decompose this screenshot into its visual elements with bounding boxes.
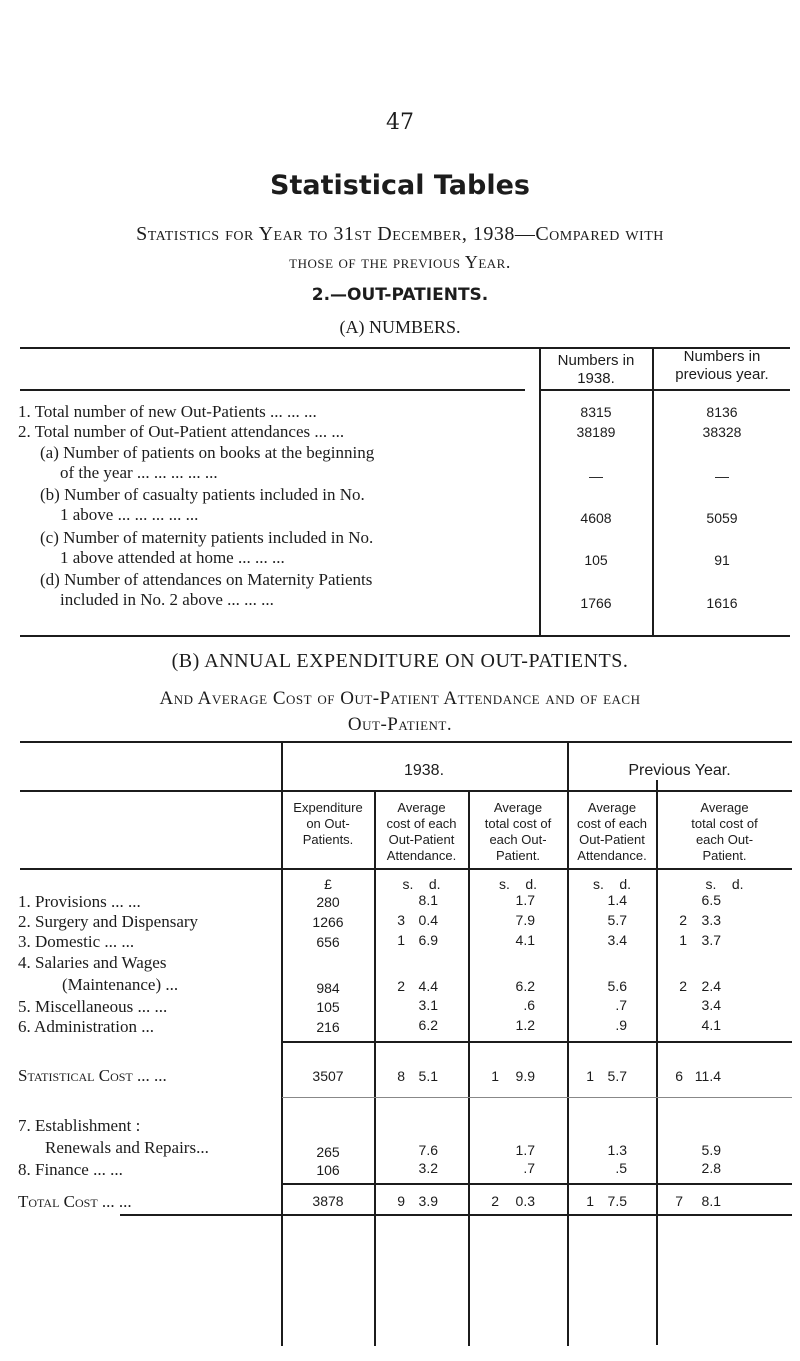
table-a-row-c-1938: 105 — [584, 552, 608, 568]
table-row-patt-d: .9 — [615, 1017, 627, 1033]
table-row-patt-d: .7 — [615, 997, 627, 1013]
establishment-patt-d: 1.3 — [607, 1142, 627, 1158]
section-b-subtitle-1: And Average Cost of Out-Patient Attendance and of each — [159, 688, 641, 709]
establishment-tot-d: 1.7 — [515, 1142, 535, 1158]
table-a-row-d-prev: 1616 — [706, 595, 738, 611]
unit-sd-patt: s. d. — [592, 876, 632, 892]
section-b-title: (B) ANNUAL EXPENDITURE ON OUT-PATIENTS. — [171, 650, 629, 672]
table-row-ptot-d: 6.5 — [701, 892, 721, 908]
table-b-total-rule — [282, 1183, 792, 1185]
table-row-patt-d: 5.6 — [607, 978, 627, 994]
finance-ptot-d: 2.8 — [701, 1160, 721, 1176]
table-b-header-avg-attendance — [375, 800, 468, 864]
table-b-header-expenditure — [282, 800, 374, 848]
establishment-label: 7. Establishment : — [18, 1116, 141, 1135]
table-a-row-2-1938: 38189 — [576, 424, 616, 440]
hdr-patt-2: cost of each — [576, 816, 648, 831]
unit-pound: £ — [324, 876, 332, 892]
page-title: Statistical Tables — [270, 170, 530, 201]
table-a-row-a-label-1: (a) Number of patients on books at the beginning — [40, 443, 375, 462]
section-2-title: 2.—OUT-PATIENTS. — [311, 285, 489, 305]
table-b-header-avg-total — [469, 800, 567, 864]
total-cost-ptot-s: 7 — [675, 1193, 683, 1209]
total-cost-att-d: 3.9 — [418, 1193, 438, 1209]
subtitle-line-1: Statistics for Year to 31st December, 1938—Compared with — [136, 223, 664, 245]
table-a-row-a-1938: — — [589, 468, 603, 484]
table-row-att-s: 1 — [397, 932, 405, 948]
table-b-subtotal-rule — [282, 1041, 792, 1043]
table-row-exp: 280 — [316, 894, 340, 910]
establishment-label-2: Renewals and Repairs... — [45, 1138, 209, 1157]
table-a-row-c-prev: 91 — [714, 552, 730, 568]
hdr-ptot-1: Average — [700, 800, 749, 815]
table-b-header-rule — [20, 868, 792, 870]
total-cost-patt-d: 7.5 — [607, 1193, 627, 1209]
statistical-cost-label: Statistical Cost ... ... — [18, 1066, 167, 1085]
establishment-att-d: 7.6 — [418, 1142, 438, 1158]
table-row-ptot-s: 2 — [679, 978, 687, 994]
hdr-tot-2: total cost of — [484, 816, 552, 831]
establishment-exp: 265 — [316, 1144, 340, 1160]
hdr-att-4: Attendance. — [386, 848, 457, 863]
table-a-header-prev: Numbers in previous year. — [675, 348, 769, 383]
table-a-header-rule — [20, 389, 525, 391]
table-row-ptot-d: 2.4 — [701, 978, 721, 994]
table-row-att-s: 2 — [397, 978, 405, 994]
page-number: 47 — [386, 110, 414, 135]
table-row-att-d: 3.1 — [418, 997, 438, 1013]
table-row-att-d: 4.4 — [418, 978, 438, 994]
table-a-row-1-prev: 8136 — [706, 404, 738, 420]
hdr-patt-1: Average — [587, 800, 637, 815]
statistical-cost-ptot-d: 11.4 — [694, 1068, 721, 1084]
statistical-cost-att-d: 5.1 — [418, 1068, 438, 1084]
table-row-tot-d: 1.7 — [515, 892, 535, 908]
table-b-divider-5 — [656, 780, 658, 1345]
hdr-ptot-3: each Out- — [695, 832, 754, 847]
table-b-top-rule — [20, 741, 792, 743]
table-a-row-2-label: 2. Total number of Out-Patient attendances ... ... — [18, 422, 345, 441]
table-row-ptot-d: 3.7 — [701, 932, 721, 948]
total-cost-ptot-d: 8.1 — [701, 1193, 721, 1209]
table-a-row-b-label-1: (b) Number of casualty patients included in No. — [40, 485, 365, 504]
total-cost-label: Total Cost ... ... — [18, 1192, 132, 1211]
statistical-cost-patt-s: 1 — [586, 1068, 594, 1084]
table-a-row-b-label-2: 1 above ... ... ... ... ... — [60, 505, 199, 524]
section-a-title: (A) NUMBERS. — [339, 317, 461, 337]
statistical-cost-ptot-s: 6 — [675, 1068, 683, 1084]
table-row-ptot-d: 4.1 — [701, 1017, 721, 1033]
statistical-cost-tot-d: 9.9 — [515, 1068, 535, 1084]
table-row-exp: 1266 — [312, 914, 344, 930]
table-a-header-rule-right — [540, 389, 790, 391]
table-b-row-label: 3. Domestic ... ... — [18, 932, 135, 951]
finance-att-d: 3.2 — [418, 1160, 438, 1176]
total-cost-tot-s: 2 — [491, 1193, 499, 1209]
hdr-exp-2: on Out- — [306, 816, 350, 831]
table-row-att-s: 3 — [397, 912, 405, 928]
statistical-cost-att-s: 8 — [397, 1068, 405, 1084]
finance-tot-d: .7 — [523, 1160, 535, 1176]
table-a-row-b-prev: 5059 — [706, 510, 738, 526]
hdr-tot-4: Patient. — [495, 848, 541, 863]
statistical-cost-tot-s: 1 — [491, 1068, 499, 1084]
table-row-patt-d: 1.4 — [607, 892, 627, 908]
table-row-att-d: 8.1 — [418, 892, 438, 908]
hdr-tot-1: Average — [493, 800, 543, 815]
table-row-ptot-s: 2 — [679, 912, 687, 928]
table-a-row-1-1938: 8315 — [580, 404, 612, 420]
hdr-exp-1: Expenditure — [293, 800, 363, 815]
hdr-att-2: cost of each — [386, 816, 457, 831]
table-a-row-1-label: 1. Total number of new Out-Patients ... ... ... — [18, 402, 317, 421]
table-b-header-prev-total — [657, 800, 792, 864]
table-b-bottom-rule — [120, 1214, 792, 1216]
total-cost-patt-s: 1 — [586, 1193, 594, 1209]
hdr-att-1: Average — [397, 800, 446, 815]
table-row-exp: 105 — [316, 999, 340, 1015]
table-b-row-label: 1. Provisions ... ... — [18, 892, 141, 911]
table-row-tot-d: .6 — [523, 997, 535, 1013]
hdr-tot-3: each Out- — [489, 832, 547, 847]
hdr-exp-3: Patients. — [302, 832, 354, 847]
table-row-tot-d: 4.1 — [515, 932, 535, 948]
hdr-ptot-2: total cost of — [691, 816, 758, 831]
table-a-row-d-label-1: (d) Number of attendances on Maternity Patients — [40, 570, 373, 589]
table-a-col-divider-1 — [539, 347, 541, 635]
table-row-ptot-d: 3.3 — [701, 912, 721, 928]
table-a-header-1938: Numbers in 1938. — [557, 352, 635, 387]
finance-patt-d: .5 — [615, 1160, 627, 1176]
table-row-ptot-s: 1 — [679, 932, 687, 948]
hdr-ptot-4: Patient. — [702, 848, 747, 863]
table-b-header-prev-attendance — [568, 800, 656, 864]
table-row-ptot-d: 3.4 — [701, 997, 721, 1013]
table-b-group-rule — [20, 790, 792, 792]
section-b-subtitle-2: Out-Patient. — [347, 714, 453, 735]
table-row-tot-d: 6.2 — [515, 978, 535, 994]
table-a-row-c-label-2: 1 above attended at home ... ... ... — [60, 548, 285, 567]
finance-label: 8. Finance ... ... — [18, 1160, 123, 1179]
table-row-patt-d: 3.4 — [607, 932, 627, 948]
table-row-tot-d: 7.9 — [515, 912, 535, 928]
hdr-att-3: Out-Patient — [388, 832, 455, 847]
table-row-exp: 656 — [316, 934, 340, 950]
table-b-row-label: 6. Administration ... — [18, 1017, 154, 1036]
table-b-group-previous: Previous Year. — [628, 762, 731, 779]
table-row-tot-d: 1.2 — [515, 1017, 535, 1033]
table-a-row-b-1938: 4608 — [580, 510, 612, 526]
hdr-patt-4: Attendance. — [577, 848, 647, 863]
table-row-exp: 216 — [316, 1019, 340, 1035]
hdr-patt-3: Out-Patient — [579, 832, 645, 847]
table-b-row-label: 2. Surgery and Dispensary — [18, 912, 199, 931]
table-row-patt-d: 5.7 — [607, 912, 627, 928]
table-a-row-d-1938: 1766 — [580, 595, 612, 611]
table-b-row-label: 5. Miscellaneous ... ... — [18, 997, 168, 1016]
table-a-bottom-rule — [20, 635, 790, 637]
unit-sd-att: s. d. — [402, 876, 441, 892]
unit-sd-tot: s. d. — [498, 876, 538, 892]
unit-sd-ptot: s. d. — [705, 876, 744, 892]
table-row-att-d: 6.9 — [418, 932, 438, 948]
table-a-col-divider-2 — [652, 347, 654, 635]
table-row-att-d: 6.2 — [418, 1017, 438, 1033]
table-b-group-1938: 1938. — [403, 762, 445, 779]
table-row-exp: 984 — [316, 980, 340, 996]
total-cost-tot-d: 0.3 — [515, 1193, 535, 1209]
table-a-row-2-prev: 38328 — [702, 424, 742, 440]
table-a-row-a-prev: — — [715, 468, 729, 484]
total-cost-exp: 3878 — [312, 1193, 344, 1209]
table-row-att-d: 0.4 — [418, 912, 438, 928]
establishment-ptot-d: 5.9 — [701, 1142, 721, 1158]
table-b-stat-rule — [282, 1097, 792, 1098]
statistical-cost-exp: 3507 — [312, 1068, 344, 1084]
subtitle-line-2: those of the previous Year. — [289, 252, 511, 272]
statistical-cost-patt-d: 5.7 — [607, 1068, 627, 1084]
finance-exp: 106 — [316, 1162, 340, 1178]
table-a-row-c-label-1: (c) Number of maternity patients included in No. — [40, 528, 374, 547]
total-cost-att-s: 9 — [397, 1193, 405, 1209]
table-a-row-d-label-2: included in No. 2 above ... ... ... — [60, 590, 274, 609]
table-a-row-a-label-2: of the year ... ... ... ... ... — [60, 463, 218, 482]
table-b-row-label: 4. Salaries and Wages — [18, 953, 167, 972]
table-b-row-label-2: (Maintenance) ... — [62, 975, 179, 994]
